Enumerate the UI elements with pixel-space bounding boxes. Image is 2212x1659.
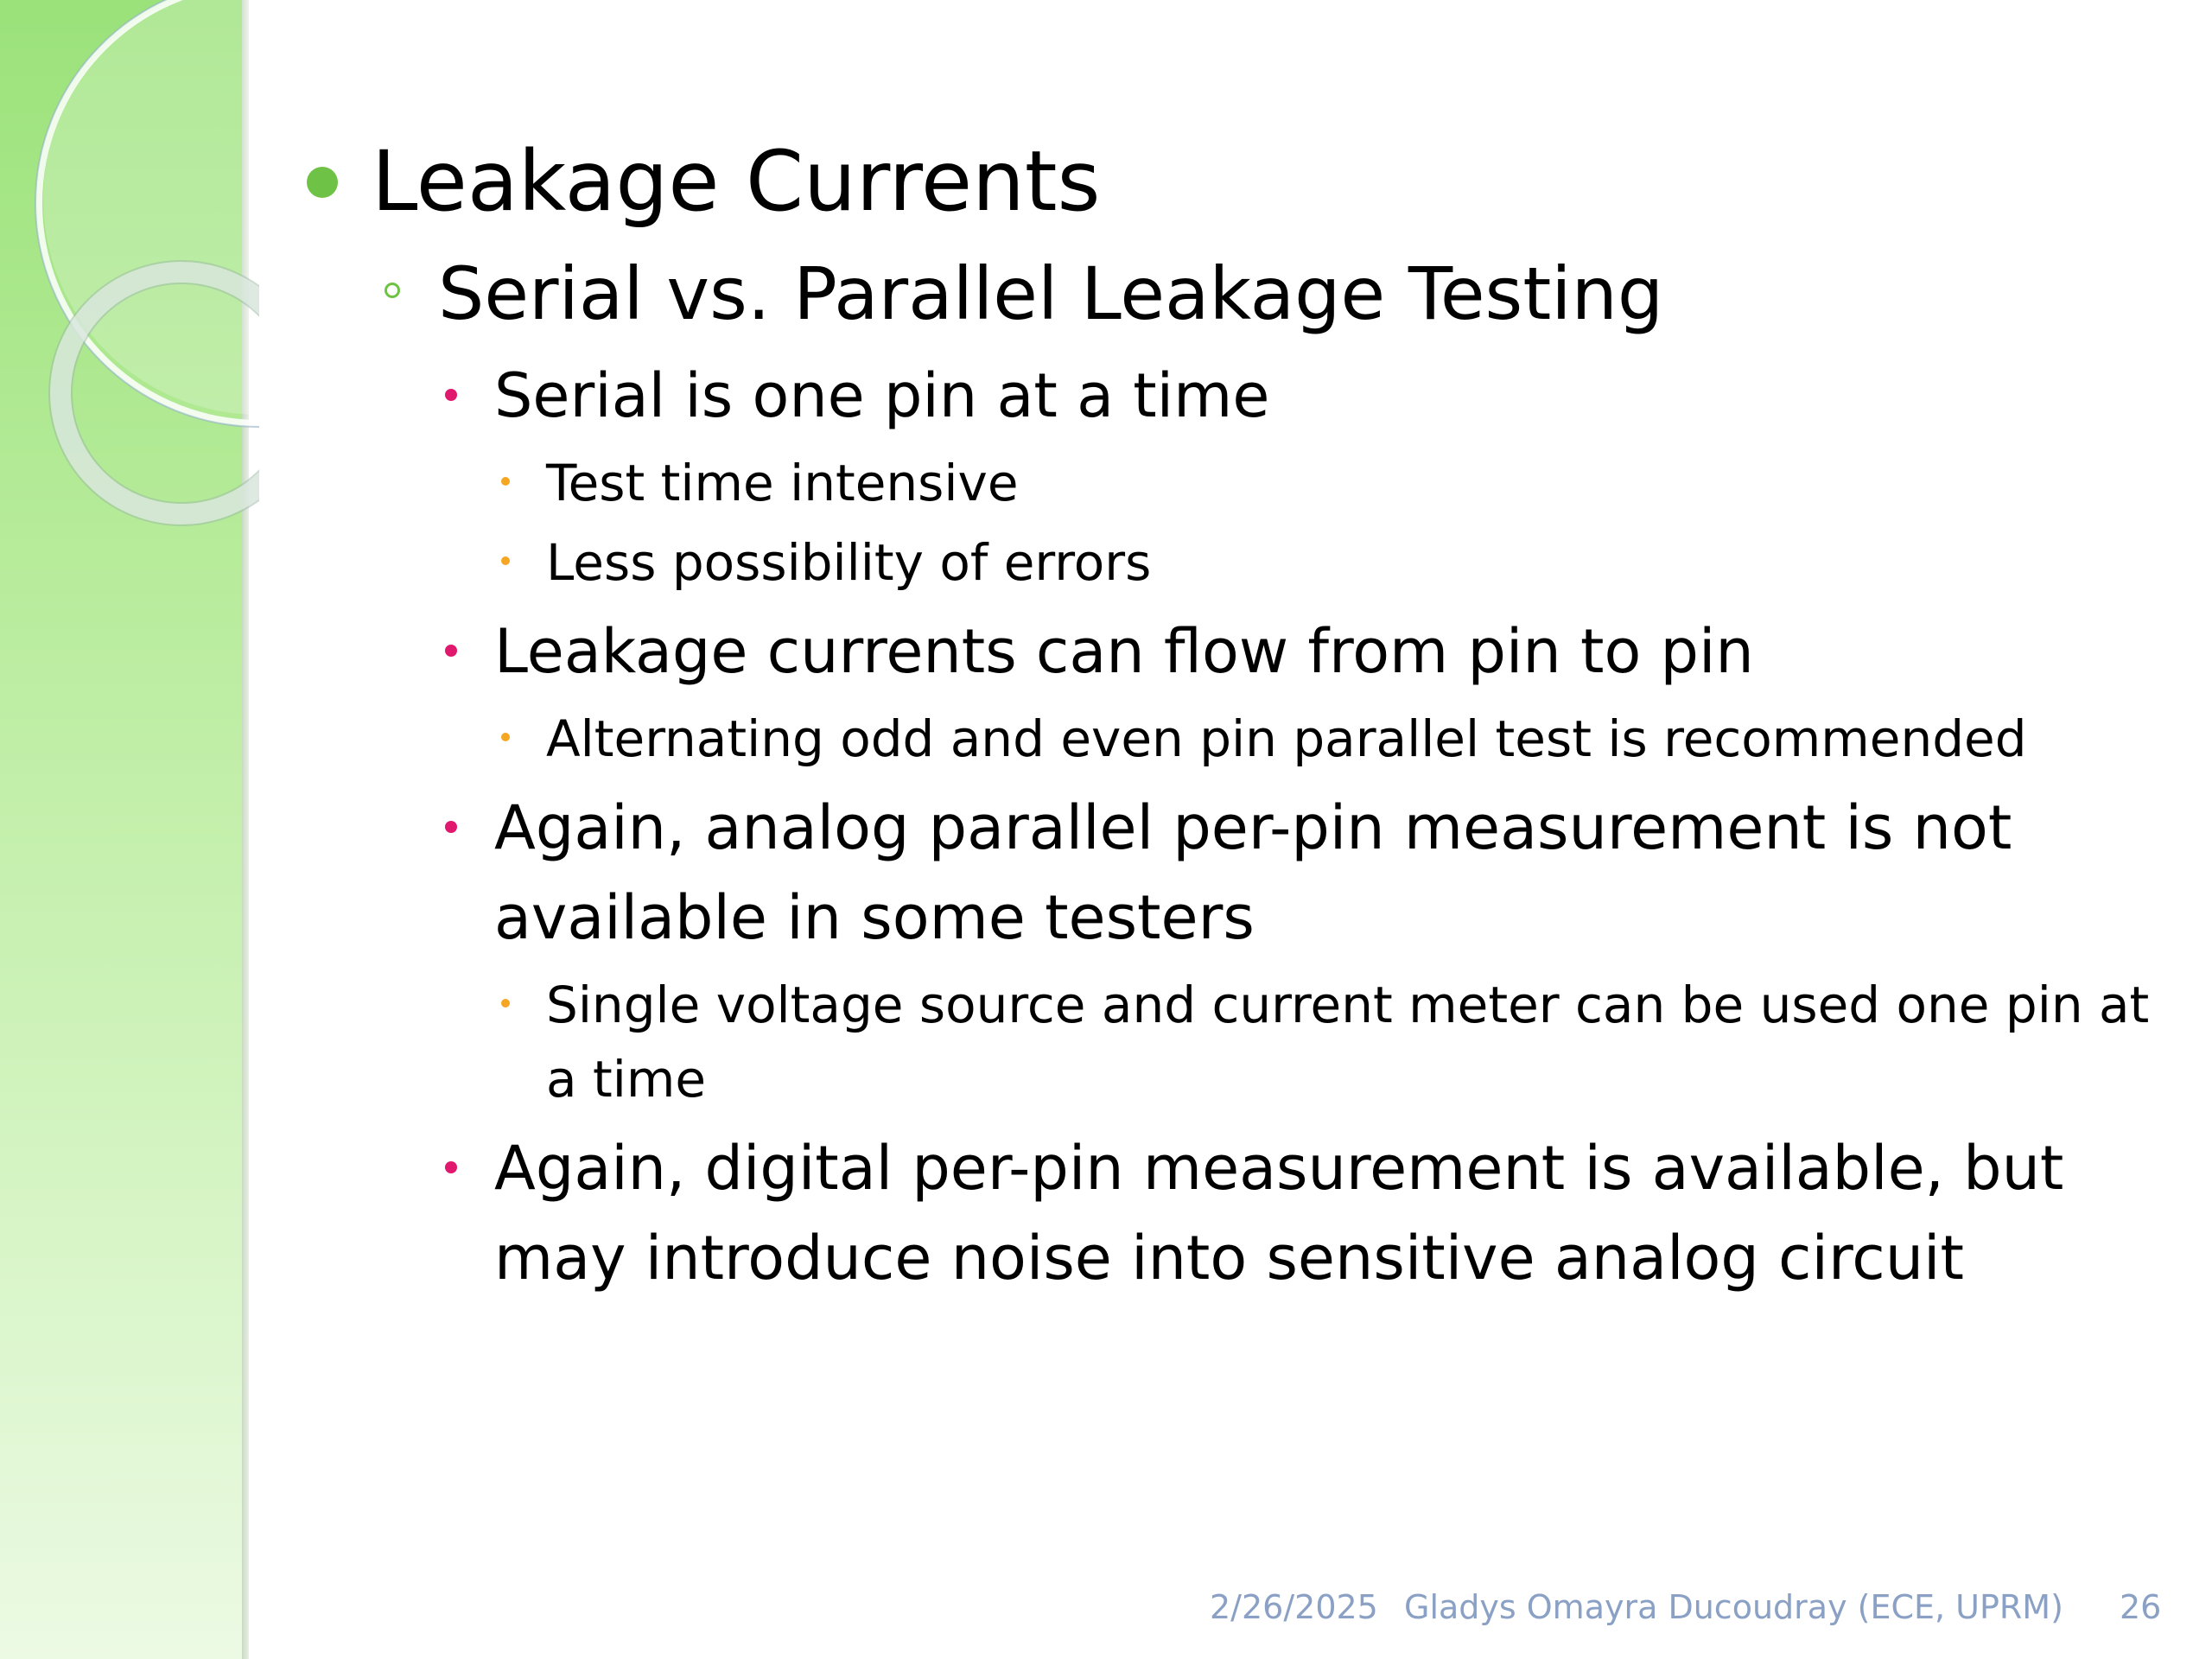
footer-author: Gladys Omayra Ducoudray (ECE, UPRM) bbox=[1404, 1588, 2063, 1626]
list-item-text: Serial is one pin at a time bbox=[494, 360, 1270, 431]
bullet-dot-icon bbox=[445, 821, 457, 833]
sub-list-item-text: Alternating odd and even pin parallel test is recommended bbox=[546, 709, 2027, 768]
page-number: 26 bbox=[2120, 1588, 2162, 1626]
subheading-item bbox=[385, 245, 2164, 344]
sub-list-item bbox=[501, 446, 2164, 520]
bullet-dot-icon bbox=[445, 645, 457, 657]
list-item bbox=[445, 351, 2164, 441]
bullet-dot-icon bbox=[307, 167, 338, 198]
heading-item bbox=[307, 128, 2164, 236]
bullet-ring-icon bbox=[385, 283, 400, 298]
bullet-dot-icon bbox=[445, 1161, 457, 1173]
sub-list-item-text: Less possibility of errors bbox=[546, 533, 1152, 592]
slide-heading: Leakage Currents bbox=[372, 133, 1101, 230]
slide-subheading: Serial vs. Parallel Leakage Testing bbox=[438, 251, 1664, 336]
bullet-dot-icon bbox=[501, 999, 510, 1007]
list-item bbox=[445, 607, 2164, 696]
decorative-rings bbox=[0, 0, 259, 553]
sub-list-item bbox=[501, 525, 2164, 600]
sub-list-item-text: Single voltage source and current meter can be used one pin at a time bbox=[546, 976, 2150, 1109]
bullet-dot-icon bbox=[501, 733, 510, 741]
list-item bbox=[445, 1123, 2164, 1303]
footer-date: 2/26/2025 bbox=[1210, 1588, 1378, 1626]
list-item-text: Again, analog parallel per-pin measurement is not available in some testers bbox=[494, 792, 2012, 953]
slide-body bbox=[307, 128, 2164, 1303]
bullet-dot-icon bbox=[501, 477, 510, 486]
sub-list-item bbox=[501, 968, 2164, 1116]
list-item-text: Again, digital per-pin measurement is available, but may introduce noise into sensitive analog circuit bbox=[494, 1133, 2064, 1294]
list-item bbox=[445, 783, 2164, 963]
list-item-text: Leakage currents can flow from pin to pin bbox=[494, 616, 1754, 687]
sub-list-item-text: Test time intensive bbox=[546, 454, 1019, 512]
sub-list-item bbox=[501, 702, 2164, 776]
bullet-dot-icon bbox=[501, 556, 510, 565]
bullet-dot-icon bbox=[445, 389, 457, 401]
